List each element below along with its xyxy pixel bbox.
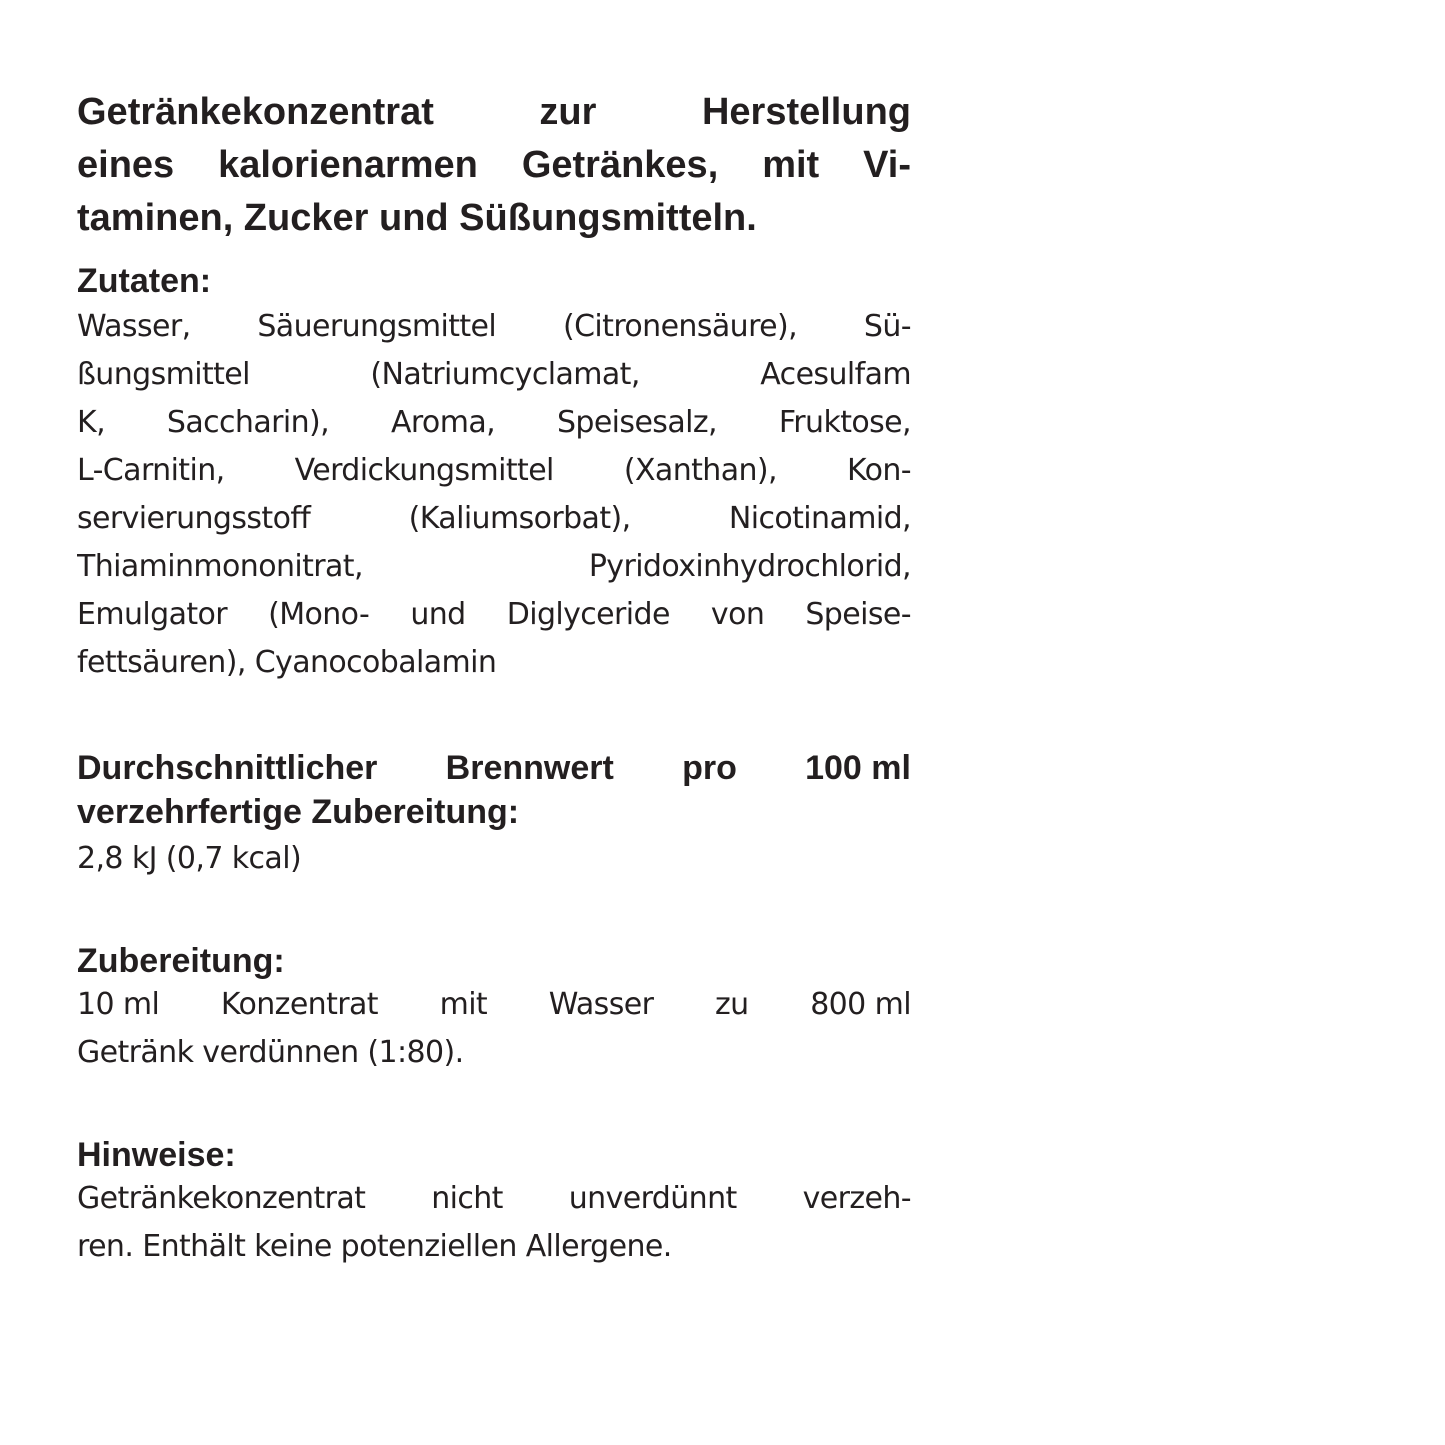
ingredients-list — [77, 303, 911, 687]
ingredients-line: servierungsstoff (Kaliumsorbat), Nicotinamid, — [77, 501, 911, 536]
product-description-title — [77, 86, 911, 245]
ingredients-line: fettsäuren), Cyanocobalamin — [77, 645, 497, 680]
notes-heading: Hinweise: — [77, 1136, 236, 1174]
energy-section — [77, 747, 911, 883]
title-line: Getränkekonzentrat zur Herstellung — [77, 91, 911, 133]
ingredients-line: L-Carnitin, Verdickungsmittel (Xanthan), Kon- — [77, 453, 911, 488]
ingredients-line: Wasser, Säuerungsmittel (Citronensäure), Sü- — [77, 309, 911, 344]
preparation-heading: Zubereitung: — [77, 942, 285, 980]
ingredients-heading: Zutaten: — [77, 262, 212, 300]
preparation-line: Getränk verdünnen (1:80). — [77, 1035, 464, 1070]
ingredients-section — [77, 261, 911, 687]
preparation-line: 10 ml Konzentrat mit Wasser zu 800 ml — [77, 987, 911, 1022]
notes-line: Getränkekonzentrat nicht unverdünnt verzeh- — [77, 1181, 911, 1216]
energy-heading: verzehrfertige Zubereitung: — [77, 793, 520, 831]
ingredients-line: K, Saccharin), Aroma, Speisesalz, Fruktose, — [77, 405, 911, 440]
product-label-text — [77, 86, 911, 1271]
ingredients-line: Thiaminmononitrat, Pyridoxinhydrochlorid, — [77, 549, 911, 584]
ingredients-line: Emulgator (Mono- und Diglyceride von Speise- — [77, 597, 911, 632]
energy-heading: Durchschnittlicher Brennwert pro 100 ml — [77, 749, 911, 787]
notes-section — [77, 1135, 911, 1271]
notes-line: ren. Enthält keine potenziellen Allergene. — [77, 1229, 672, 1264]
ingredients-line: ßungsmittel (Natriumcyclamat, Acesulfam — [77, 357, 911, 392]
preparation-section — [77, 941, 911, 1077]
energy-value: 2,8 kJ (0,7 kcal) — [77, 841, 302, 876]
title-line: taminen, Zucker und Süßungsmitteln. — [77, 197, 757, 239]
title-line: eines kalorienarmen Getränkes, mit Vi- — [77, 144, 911, 186]
